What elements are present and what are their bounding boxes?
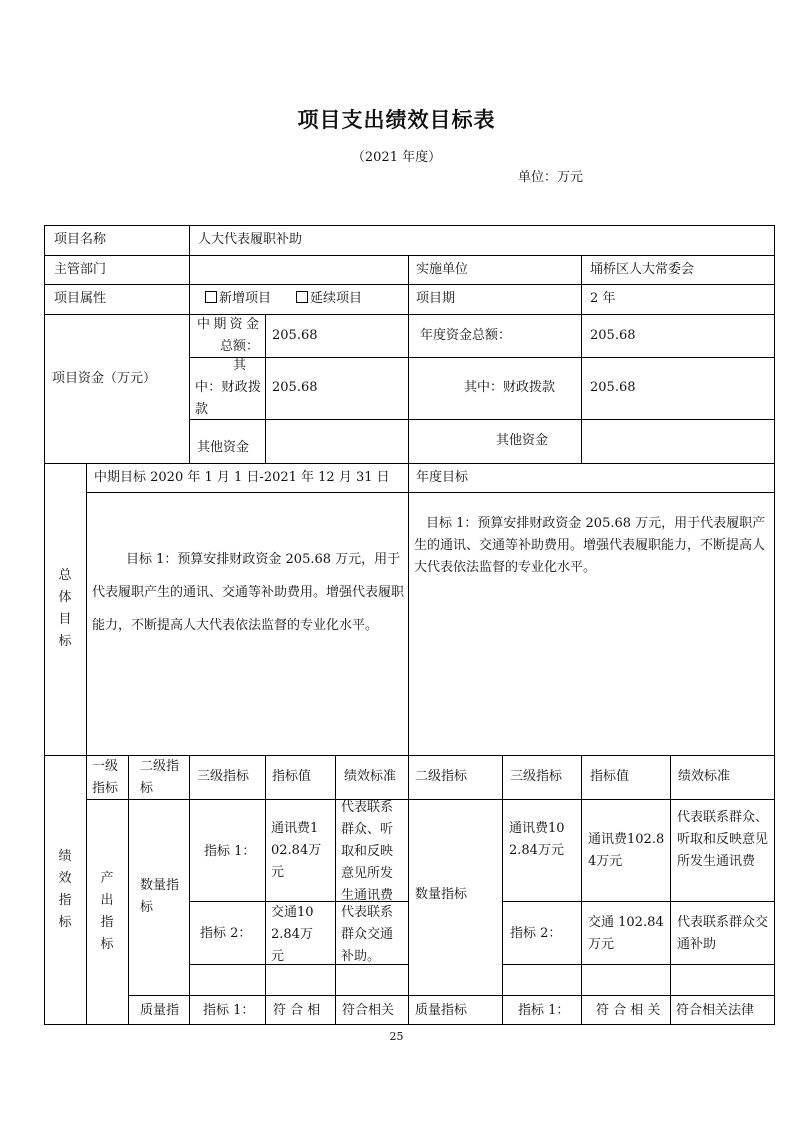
header-standard-annual: 绩效标准	[678, 769, 731, 784]
attr-new-label: 新增项目	[219, 291, 272, 306]
quality-level3: 指标 1：	[203, 1003, 255, 1018]
col-divider	[189, 255, 190, 463]
midterm-other-label: 其他资金	[197, 440, 250, 455]
row1-standard: 代表联系群众、听取和反映意见所发生通讯费	[341, 800, 394, 903]
project-name-value: 人大代表履职补助	[198, 232, 303, 247]
row-divider	[44, 314, 775, 315]
indicators-label: 绩效指标	[58, 849, 72, 930]
row2-standard-annual: 代表联系群众交通补助	[677, 915, 769, 952]
period-value: 2 年	[590, 291, 616, 306]
page-title: 项目支出绩效目标表	[297, 107, 496, 132]
midterm-goal-text: 目标 1：预算安排财政资金 205.68 万元，用于代表履职产生的通讯、交通等补助费用。增强代表履职能力，不断提高人大代表依法监督的专业化水平。	[92, 552, 405, 633]
row-divider	[189, 357, 775, 358]
header-standard: 绩效标准	[344, 769, 397, 784]
quality-value-annual: 符 合 相 关	[596, 1003, 661, 1018]
impl-unit-label: 实施单位	[416, 262, 469, 277]
annual-fiscal-value: 205.68	[590, 380, 636, 395]
col-divider	[670, 755, 671, 1025]
row-divider	[502, 964, 775, 965]
header-value: 指标值	[272, 769, 312, 784]
unit-note: 单位：万元	[518, 170, 584, 185]
row2-level3-annual: 指标 2：	[510, 926, 562, 941]
annual-goal-text: 目标 1：预算安排财政资金 205.68 万元，用于代表履职产生的通讯、交通等补助费用。增强代表履职能力，不断提高人大代表依法监督的专业化水平。	[414, 516, 766, 575]
annual-total-value: 205.68	[590, 328, 636, 343]
attr-continue-label: 延续项目	[310, 291, 363, 306]
quality-label: 质量指	[140, 1003, 180, 1018]
row-divider	[86, 492, 775, 493]
row2-value: 交通102.84万元	[271, 905, 314, 964]
funds-label: 项目资金（万元）	[51, 371, 156, 386]
row-divider	[44, 463, 775, 464]
col-divider	[189, 755, 190, 1025]
attr-label: 项目属性	[54, 291, 107, 306]
row1-level3-annual: 通讯费102.84万元	[509, 821, 565, 858]
header-level1: 一级指标	[92, 759, 119, 796]
col-divider	[581, 255, 582, 463]
impl-unit-value: 埇桥区人大常委会	[590, 262, 695, 277]
row2-standard: 代表联系群众交通补助。	[341, 905, 394, 964]
row1-standard-annual: 代表联系群众、听取和反映意见所发生通讯费	[677, 810, 769, 869]
row-divider	[502, 901, 775, 902]
header-level3-annual: 三级指标	[510, 769, 563, 784]
row1-level3: 指标 1：	[204, 844, 256, 859]
annual-other-label: 其他资金	[496, 433, 549, 448]
row-divider	[128, 995, 775, 996]
col-divider	[189, 225, 190, 255]
output-label: 产出指标	[100, 871, 114, 952]
midterm-goal-header: 中期目标 2020 年 1 月 1 日-2021 年 12 月 31 日	[94, 470, 390, 485]
checkbox-icon	[296, 291, 308, 303]
midterm-total-value: 205.68	[272, 328, 318, 343]
period-label: 项目期	[416, 291, 456, 306]
row1-value-annual: 通讯费102.84万元	[588, 832, 665, 869]
col-divider	[581, 755, 582, 1025]
checkbox-icon	[205, 291, 217, 303]
page-number: 25	[389, 1030, 404, 1043]
col-divider	[502, 755, 503, 1025]
annual-goal-header: 年度目标	[416, 470, 469, 485]
midterm-total-label: 中期资金总额：	[197, 317, 259, 354]
quality-value: 符 合 相	[273, 1003, 321, 1018]
row-divider	[44, 284, 775, 285]
attr-new-option[interactable]	[205, 289, 271, 309]
year-note: （2021 年度）	[351, 150, 442, 165]
col-divider	[265, 755, 266, 1025]
dept-label: 主管部门	[54, 262, 107, 277]
quality-standard-annual: 符合相关法律	[676, 1003, 755, 1018]
quantity-label-annual: 数量指标	[415, 887, 468, 902]
row2-level3: 指标 2：	[200, 926, 252, 941]
col-divider	[335, 755, 336, 1025]
annual-total-label: 年度资金总额：	[420, 328, 512, 343]
col-divider	[408, 255, 409, 1025]
row-divider	[44, 255, 775, 256]
goals-label: 总体目标	[58, 568, 72, 649]
row1-value: 通讯费102.84万元	[271, 821, 322, 880]
quantity-label: 数量指标	[140, 878, 180, 915]
col-divider	[265, 314, 266, 463]
row-divider	[189, 419, 775, 420]
project-name-label: 项目名称	[54, 232, 107, 247]
midterm-fiscal-label: 其中：财政拨款	[195, 358, 261, 417]
annual-fiscal-label: 其中：财政拨款	[464, 380, 556, 395]
row2-value-annual: 交通 102.84 万元	[588, 915, 664, 952]
col-divider	[128, 755, 129, 1025]
header-level2-annual: 二级指标	[415, 769, 468, 784]
midterm-fiscal-value: 205.68	[272, 380, 318, 395]
header-level3: 三级指标	[197, 769, 250, 784]
quality-standard: 符合相关	[342, 1003, 395, 1018]
quality-level3-annual: 指标 1：	[518, 1003, 570, 1018]
quality-label-annual: 质量指标	[415, 1003, 468, 1018]
header-value-annual: 指标值	[590, 769, 630, 784]
attr-continue-option[interactable]	[296, 289, 362, 309]
header-level2: 二级指标	[140, 759, 180, 796]
col-divider	[86, 463, 87, 1025]
